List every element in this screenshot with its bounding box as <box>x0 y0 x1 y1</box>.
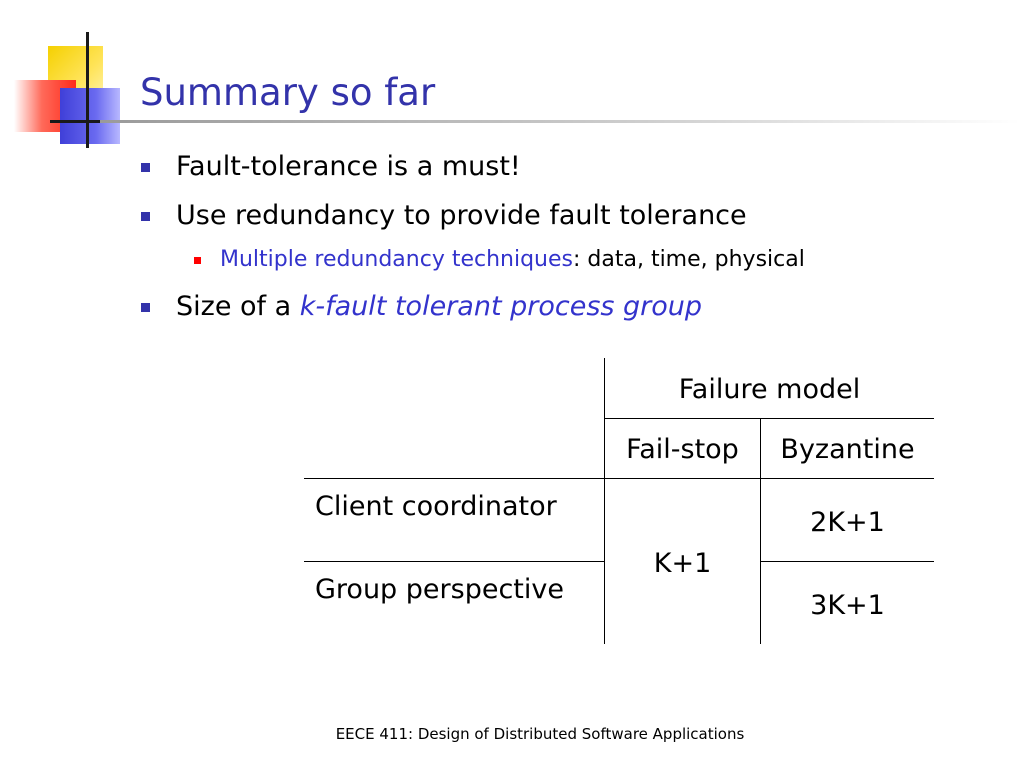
slide-footer <box>0 724 1024 744</box>
bullet-text: Fault-tolerance is a must! <box>176 151 521 182</box>
table-row-label-group-perspective: Group perspective <box>315 574 564 605</box>
table-column-byzantine: Byzantine <box>780 434 915 465</box>
table-row-label-client-coordinator: Client coordinator <box>315 491 557 522</box>
table-cell-fail-stop-value: K+1 <box>653 548 712 579</box>
logo-vertical-line <box>86 32 89 148</box>
sub-bullet-text: : data, time, physical <box>573 247 805 272</box>
sub-bullet-item <box>220 246 805 274</box>
bullet-text: Use redundancy to provide fault tolerance <box>176 200 747 231</box>
table-divider-header <box>604 418 934 419</box>
footer-text: EECE 411: Design of Distributed Software Applications <box>335 725 745 743</box>
sub-bullet-highlight: Multiple redundancy techniques <box>220 247 573 272</box>
title-underline <box>100 120 1020 123</box>
bullet-item-1 <box>176 150 521 184</box>
bullet-square-icon <box>141 163 150 172</box>
table-divider-columns <box>304 478 934 479</box>
table-cell-byzantine-group: 3K+1 <box>810 590 885 621</box>
bullet-emphasis: k-fault tolerant process group <box>299 291 703 322</box>
slide-logo-graphic <box>0 0 150 160</box>
bullet-item-3 <box>176 290 702 324</box>
table-header-failure-model: Failure model <box>678 374 861 405</box>
slide-title: Summary so far <box>140 71 436 114</box>
bullet-square-icon <box>141 212 150 221</box>
table-column-fail-stop: Fail-stop <box>626 434 739 465</box>
logo-blue-square <box>60 88 120 144</box>
table-divider-row-left <box>304 561 605 562</box>
bullet-item-2 <box>176 199 747 233</box>
table-cell-byzantine-client: 2K+1 <box>810 507 885 538</box>
table-divider-row-right <box>760 561 934 562</box>
bullet-square-icon <box>141 303 150 312</box>
bullet-text: Size of a <box>176 291 300 322</box>
sub-bullet-square-icon <box>194 257 201 264</box>
